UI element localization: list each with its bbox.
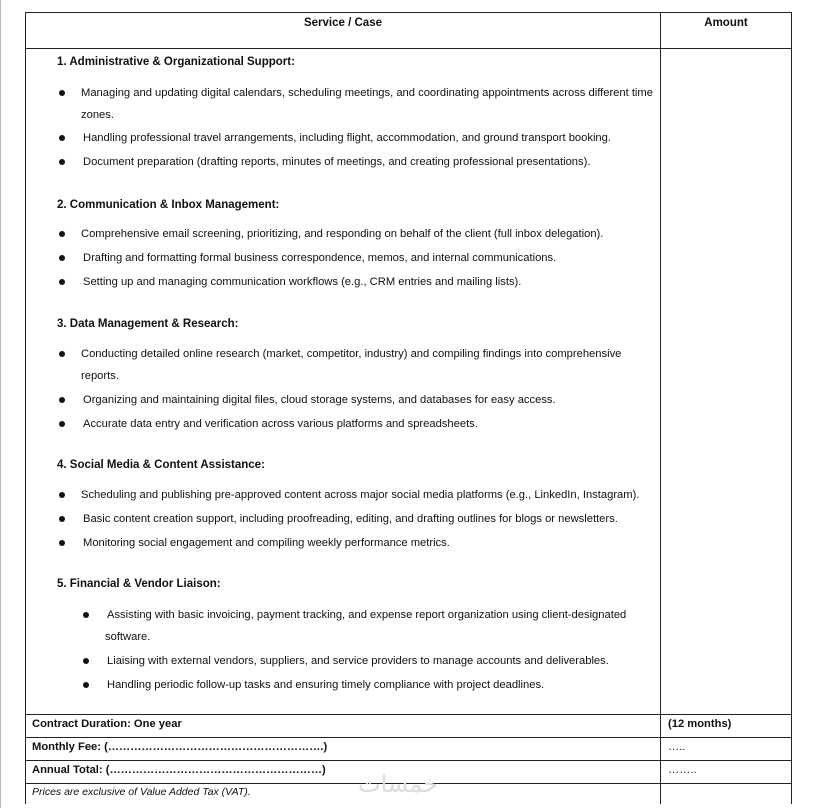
bullet-text: Conducting detailed online research (market, competitor, industry) and compiling findings into comprehensive bbox=[81, 348, 622, 360]
duration-value: (12 months) bbox=[661, 715, 792, 738]
bullet-text: Handling professional travel arrangements, including flight, accommodation, and ground transport booking. bbox=[83, 132, 611, 144]
bullet-dot-icon bbox=[83, 682, 89, 688]
watermark-logo: خمسات bbox=[358, 770, 439, 798]
section-title: 1. Administrative & Organizational Support: bbox=[57, 56, 295, 68]
bullet-text: Scheduling and publishing pre-approved content across major social media platforms (e.g., LinkedIn, Instagram). bbox=[81, 489, 640, 501]
bullet-dot-icon bbox=[83, 658, 89, 664]
annual-total-label: Annual Total: (…………………………………………………) bbox=[26, 761, 661, 784]
amount-cell bbox=[661, 49, 792, 715]
bullet-dot-icon bbox=[59, 492, 65, 498]
bullet-text-continued: reports. bbox=[81, 370, 119, 382]
bullet-dot-icon bbox=[59, 159, 65, 165]
bullet-dot-icon bbox=[59, 397, 65, 403]
bullet-text: Liaising with external vendors, suppliers, and service providers to manage accounts and deliverables. bbox=[107, 655, 609, 667]
vat-note-blank bbox=[661, 784, 792, 804]
bullet-text: Comprehensive email screening, prioritizing, and responding on behalf of the client (full inbox delegation). bbox=[81, 228, 604, 240]
header-amount: Amount bbox=[661, 13, 792, 49]
vat-note: Prices are exclusive of Value Added Tax (VAT). bbox=[26, 784, 661, 804]
bullet-text: Basic content creation support, including proofreading, editing, and drafting outlines for blogs or newsletters. bbox=[83, 513, 618, 525]
section-title: 4. Social Media & Content Assistance: bbox=[57, 459, 265, 471]
bullet-dot-icon bbox=[59, 516, 65, 522]
table-header-row bbox=[26, 13, 792, 49]
services-row bbox=[26, 49, 792, 715]
monthly-fee-row bbox=[26, 738, 792, 761]
bullet-dot-icon bbox=[83, 612, 89, 618]
bullet-dot-icon bbox=[59, 231, 65, 237]
services-table bbox=[25, 12, 792, 804]
bullet-dot-icon bbox=[59, 255, 65, 261]
bullet-dot-icon bbox=[59, 351, 65, 357]
bullet-text: Setting up and managing communication workflows (e.g., CRM entries and mailing lists). bbox=[83, 276, 522, 288]
bullet-text-continued: zones. bbox=[81, 109, 114, 121]
bullet-text-continued: software. bbox=[105, 631, 151, 643]
bullet-text: Handling periodic follow-up tasks and ensuring timely compliance with project deadlines. bbox=[107, 679, 545, 691]
annual-total-value: …….. bbox=[661, 761, 792, 784]
duration-label: Contract Duration: One year bbox=[26, 715, 661, 738]
bullet-text: Accurate data entry and verification across various platforms and spreadsheets. bbox=[83, 418, 478, 430]
services-cell bbox=[26, 49, 661, 715]
bullet-text: Document preparation (drafting reports, minutes of meetings, and creating professional presentations). bbox=[83, 156, 591, 168]
bullet-text: Drafting and formatting formal business correspondence, memos, and internal communications. bbox=[83, 252, 557, 264]
section-title: 3. Data Management & Research: bbox=[57, 318, 239, 330]
services-list bbox=[26, 49, 661, 714]
bullet-dot-icon bbox=[59, 90, 65, 96]
bullet-dot-icon bbox=[59, 135, 65, 141]
duration-row bbox=[26, 715, 792, 738]
page-edge-line bbox=[0, 0, 1, 808]
bullet-text: Organizing and maintaining digital files, cloud storage systems, and databases for easy access. bbox=[83, 394, 556, 406]
bullet-text: Managing and updating digital calendars, scheduling meetings, and coordinating appointments across different time bbox=[81, 87, 653, 99]
bullet-dot-icon bbox=[59, 279, 65, 285]
section-title: 5. Financial & Vendor Liaison: bbox=[57, 578, 221, 590]
bullet-dot-icon bbox=[59, 540, 65, 546]
bullet-dot-icon bbox=[59, 421, 65, 427]
monthly-fee-label: Monthly Fee: (………………………………………………….) bbox=[26, 738, 661, 761]
section-title: 2. Communication & Inbox Management: bbox=[57, 199, 280, 211]
header-service: Service / Case bbox=[26, 13, 661, 49]
bullet-text: Monitoring social engagement and compiling weekly performance metrics. bbox=[83, 537, 450, 549]
monthly-fee-value: ….. bbox=[661, 738, 792, 761]
bullet-text: Assisting with basic invoicing, payment tracking, and expense report organization using client-designated bbox=[107, 609, 627, 621]
